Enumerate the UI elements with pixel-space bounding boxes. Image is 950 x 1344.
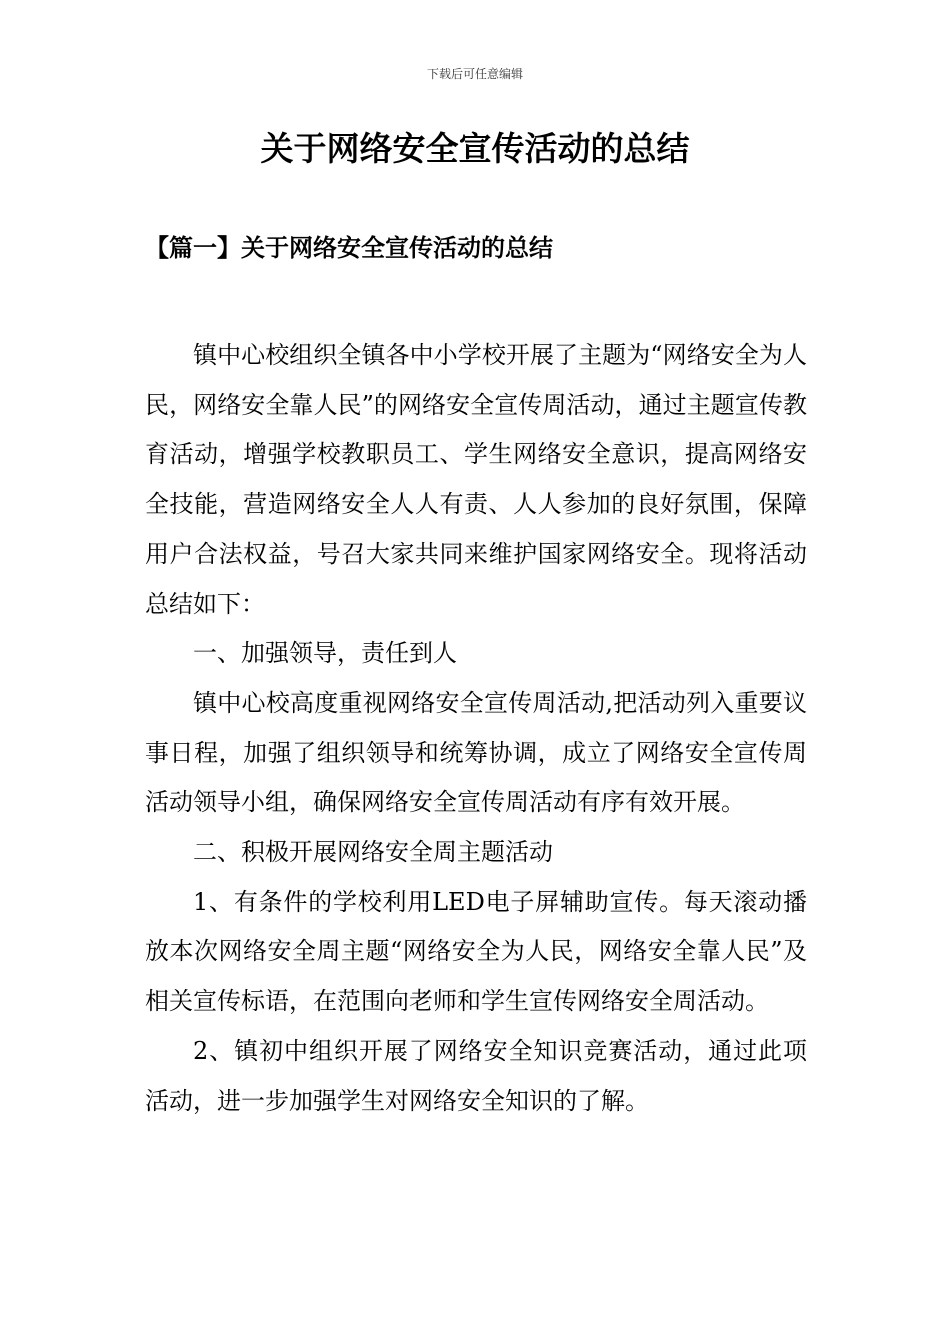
paragraph-intro: 镇中心校组织全镇各中小学校开展了主题为“网络安全为人民，网络安全靠人民”的网络安全宣传周活动，通过主题宣传教育活动，增强学校教职员工、学生网络安全意识，提高网络安全技能，营造网络安全人人有责、人人参加的良好氛围，保障用户合法权益，号召大家共同来维护国家网络安全。现将活动总结如下： — [145, 341, 807, 618]
document-body — [145, 331, 807, 1126]
section-heading: 【篇一】关于网络安全宣传活动的总结 — [145, 233, 553, 262]
subheading-leadership: 一、加强领导，责任到人 — [193, 639, 457, 668]
subheading-activities: 二、积极开展网络安全周主题活动 — [193, 838, 553, 867]
header-note: 下载后可任意编辑 — [426, 67, 523, 81]
paragraph-leadership: 镇中心校高度重视网络安全宣传周活动,把活动列入重要议事日程，加强了组织领导和统筹协调，成立了网络安全宣传周活动领导小组，确保网络安全宣传周活动有序有效开展。 — [145, 688, 807, 817]
document-title: 关于网络安全宣传活动的总结 — [260, 129, 690, 168]
paragraph-knowledge-contest: 2、镇初中组织开展了网络安全知识竞赛活动，通过此项活动，进一步加强学生对网络安全知识的了解。 — [145, 1036, 807, 1115]
paragraph-led-screen: 1、有条件的学校利用LED电子屏辅助宣传。每天滚动播放本次网络安全周主题“网络安全为人民，网络安全靠人民”及相关宣传标语，在范围向老师和学生宣传网络安全周活动。 — [145, 887, 807, 1016]
